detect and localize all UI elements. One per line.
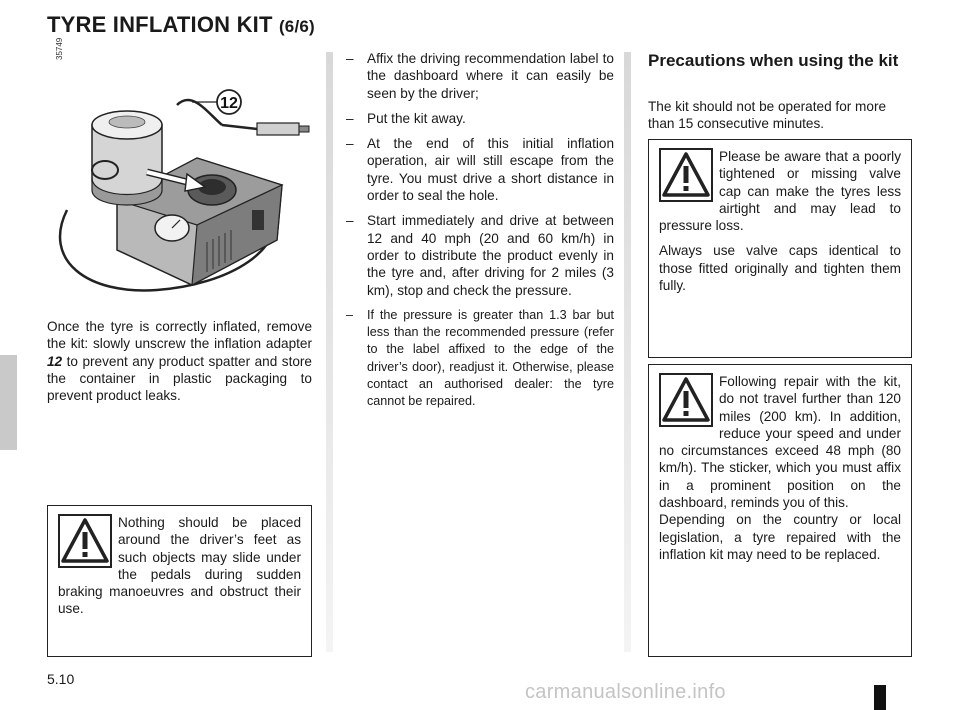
page-number: 5.10	[47, 671, 75, 687]
figure-code: 35749	[55, 37, 64, 60]
corner-mark	[874, 685, 886, 710]
warning-text-valve-caps-1: Please be aware that a poorly tightened or missing valve cap can make the tyres less airtight and may lead to pressure loss.	[659, 149, 901, 234]
warning-triangle-icon	[58, 514, 112, 568]
inflation-kit-illustration	[47, 50, 315, 312]
callout-ref-12: 12	[47, 353, 63, 369]
watermark: carmanualsonline.info	[525, 681, 726, 703]
warning-box-valve-caps	[648, 139, 912, 358]
list-item: – If the pressure is greater than 1.3 bar but less than the recommended pressure (refer to the label affixed to the edge of the driver’s door), readjust it. Otherwise, please contact an authorised dealer: the tyre cannot be repaired.	[342, 307, 614, 411]
column-divider-left	[326, 52, 333, 652]
page-title-suffix: (6/6)	[278, 17, 315, 36]
chapter-side-tab	[0, 355, 17, 450]
column-divider-right	[624, 52, 631, 652]
warning-text-valve-caps-2: Always use valve caps identical to those fitted originally and tighten them fully.	[659, 243, 901, 294]
list-item: – At the end of this initial inflation operation, air will still escape from the tyre. You must drive a short distance in order to seal the hole.	[342, 135, 614, 204]
precautions-heading: Precautions when using the kit	[648, 51, 899, 70]
page-title	[47, 12, 315, 38]
warning-triangle-icon	[659, 148, 713, 202]
list-item: – Start immediately and drive at between 12 and 40 mph (20 and 60 km/h) in order to distribute the product evenly in the tyre and, after driving for 2 miles (3 km), stop and check the pressure.	[342, 212, 614, 298]
figure-callout-12: 12	[220, 95, 238, 112]
warning-text-after-repair-1: Following repair with the kit, do not travel further than 120 miles (200 km). In addition, reduce your speed and under no circumstances exceed 48 mph (80 km/h). The sticker, which you must affix in a prominent position on the dashboard, reminds you of this.	[659, 374, 901, 511]
list-item: – Put the kit away.	[342, 110, 614, 127]
warning-text-after-repair-2: Depending on the country or local legislation, a tyre repaired with the inflation kit may need to be replaced.	[659, 512, 901, 562]
warning-box-pedals	[47, 505, 312, 657]
procedure-list	[342, 50, 614, 419]
warning-triangle-icon	[659, 373, 713, 427]
warning-box-after-repair	[648, 364, 912, 657]
list-item: – Affix the driving recommendation label to the dashboard where it can easily be seen by the driver;	[342, 50, 614, 102]
left-paragraph: Once the tyre is correctly inflated, remove the kit: slowly unscrew the inflation adapter 12 to prevent any product spatter and store the container in plastic packaging to prevent product leaks.	[47, 319, 312, 404]
warning-text-pedals: Nothing should be placed around the driver’s feet as such objects may slide under the pedals during sudden braking manoeuvres and obstruct their use.	[58, 515, 301, 617]
page-title-main: TYRE INFLATION KIT	[47, 12, 273, 37]
precautions-intro: The kit should not be operated for more than 15 consecutive minutes.	[648, 99, 887, 132]
